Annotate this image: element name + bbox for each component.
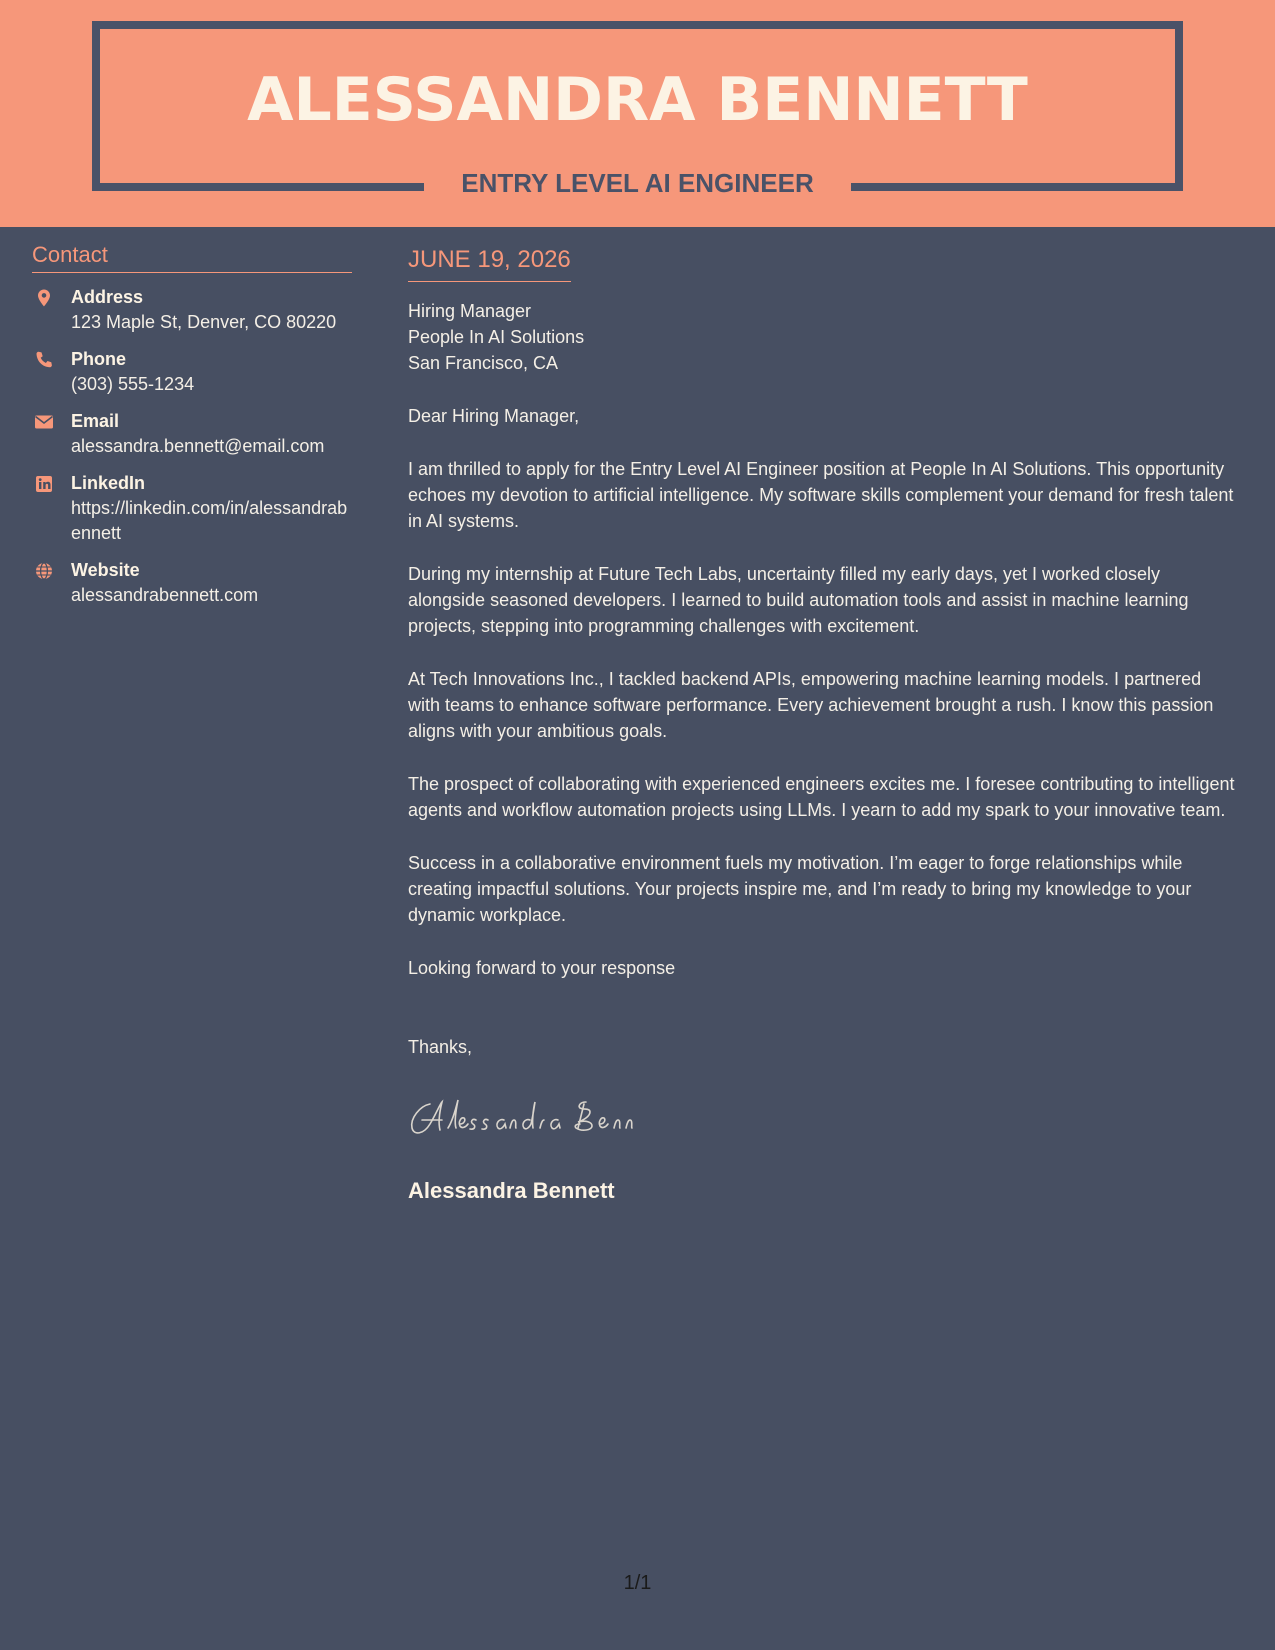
address-value: 123 Maple St, Denver, CO 80220 — [71, 312, 337, 332]
website-label: Website — [71, 560, 140, 580]
email-label: Email — [71, 411, 120, 431]
letter-date: JUNE 19, 2026 — [408, 244, 571, 282]
handwritten-signature — [408, 1094, 668, 1140]
signature-image — [408, 1094, 668, 1140]
recipient-name: Hiring Manager — [408, 301, 532, 321]
contact-email — [32, 409, 352, 459]
linkedin-icon — [34, 474, 54, 494]
header-banner — [0, 0, 1275, 227]
globe-icon — [34, 561, 54, 581]
paragraph: At Tech Innovations Inc., I tackled backend APIs, empowering machine learning models. I partnered with teams to enhance software performance. Every achievement brought a rush. I know this passion aligns with your ambitious goals. — [408, 669, 1214, 741]
website-value[interactable]: alessandrabennett.com — [71, 585, 259, 605]
letter-body — [408, 244, 1238, 1206]
job-title: ENTRY LEVEL AI ENGINEER — [461, 168, 814, 198]
contact-linkedin — [32, 471, 352, 546]
contact-website — [32, 558, 352, 608]
contact-phone — [32, 347, 352, 397]
recipient-location: San Francisco, CA — [408, 353, 559, 373]
phone-icon — [34, 350, 54, 370]
paragraph: Success in a collaborative environment fuels my motivation. I’m eager to forge relationships while creating impactful solutions. Your projects inspire me, and I’m ready to bring my knowledge to your dynamic workplace. — [408, 853, 1192, 925]
paragraph: During my internship at Future Tech Labs, uncertainty filled my early days, yet I worked closely alongside seasoned developers. I learned to build automation tools and assist in machine learning projects, stepping into programming challenges with excitement. — [408, 564, 1189, 636]
signer-name: Alessandra Bennett — [408, 1178, 615, 1203]
address-label: Address — [71, 287, 144, 307]
paragraph: I am thrilled to apply for the Entry Level AI Engineer position at People In AI Solutions. This opportunity echoes my devotion to artificial intelligence. My software skills complement your demand for fresh talent in AI systems. — [408, 459, 1234, 531]
closing: Thanks, — [408, 1037, 473, 1057]
candidate-name: ALESSANDRA BENNETT — [247, 65, 1028, 135]
header-frame-rule-right — [851, 183, 1183, 191]
linkedin-label: LinkedIn — [71, 473, 146, 493]
envelope-icon — [34, 412, 54, 432]
recipient-block — [408, 298, 1238, 376]
map-pin-icon — [34, 288, 54, 308]
paragraph: Looking forward to your response — [408, 958, 676, 978]
email-value: alessandra.bennett@email.com — [71, 436, 325, 456]
linkedin-value[interactable]: https://linkedin.com/in/alessandrabennett — [71, 498, 348, 543]
contact-address — [32, 285, 352, 335]
contact-heading: Contact — [32, 240, 352, 273]
contact-sidebar — [32, 240, 352, 608]
paragraph: The prospect of collaborating with experienced engineers excites me. I foresee contributing to intelligent agents and workflow automation projects using LLMs. I yearn to add my spark to your innovative team. — [408, 774, 1235, 820]
phone-value: (303) 555-1234 — [71, 374, 195, 394]
phone-label: Phone — [71, 349, 127, 369]
recipient-company: People In AI Solutions — [408, 327, 585, 347]
salutation: Dear Hiring Manager, — [408, 406, 580, 426]
header-frame-rule-left — [92, 183, 424, 191]
page-number: 1/1 — [623, 1572, 652, 1594]
